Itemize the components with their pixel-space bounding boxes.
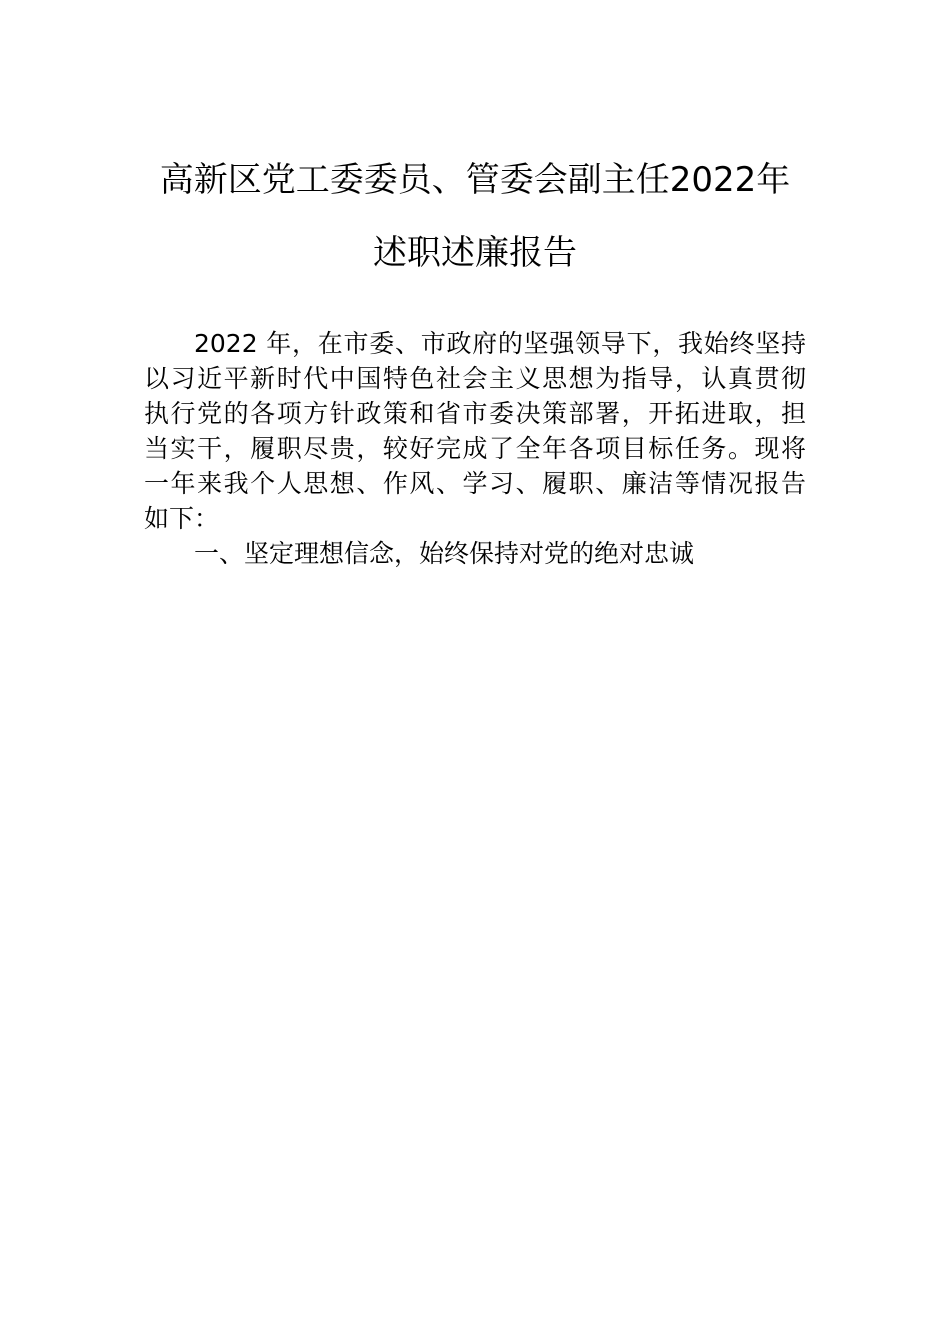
paragraph-line-1: 2022 年，在市委、市政府的坚强领导下，我始终坚持	[194, 329, 806, 358]
title-line-2: 述职述廉报告	[373, 233, 577, 273]
paragraph-line-6: 如下：	[144, 504, 220, 533]
paragraph-line-4: 当实干，履职尽贵，较好完成了全年各项目标任务。现将	[144, 434, 806, 463]
paragraph-line-3: 执行党的各项方针政策和省市委决策部署，开拓进取，担	[144, 399, 806, 428]
document-title	[100, 160, 850, 273]
paragraph-line-2: 以习近平新时代中国特色社会主义思想为指导，认真贯彻	[144, 364, 806, 393]
paragraph-line-5: 一年来我个人思想、作风、学习、履职、廉洁等情况报告	[144, 469, 806, 498]
document-body	[144, 326, 806, 571]
section-heading: 一、坚定理想信念，始终保持对党的绝对忠诚	[194, 539, 695, 568]
title-line-1: 高新区党工委委员、管委会副主任2022年	[159, 160, 791, 200]
